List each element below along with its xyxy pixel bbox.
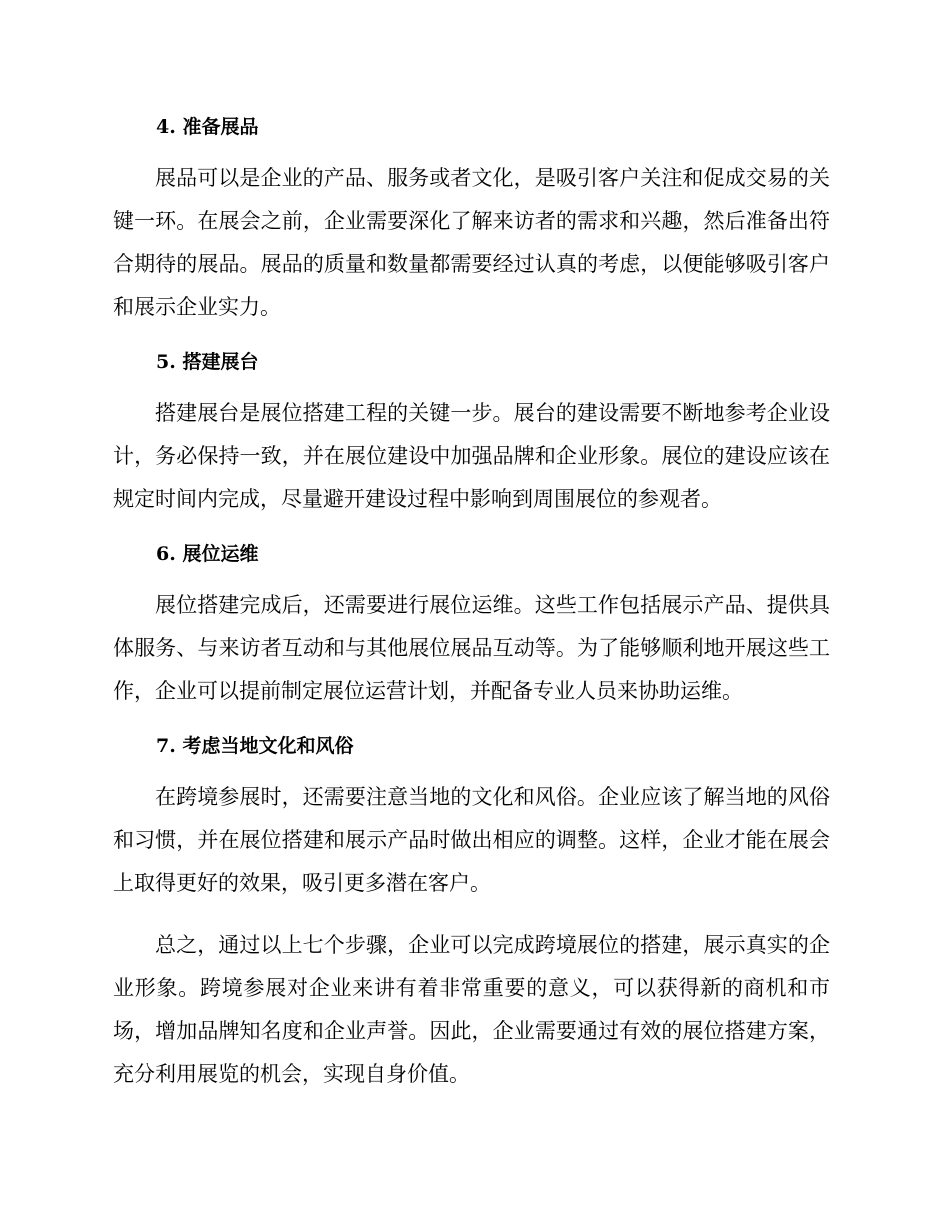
section-5-heading: 5. 搭建展台 [156,351,259,373]
section-4-body: 展品可以是企业的产品、服务或者文化，是吸引客户关注和促成交易的关键一环。在展会之前，企业需要深化了解来访者的需求和兴趣，然后准备出符合期待的展品。展品的质量和数量都需要经过认真的考虑，以便能够吸引客户和展示企业实力。 [113,166,830,319]
section-5-body: 搭建展台是展位搭建工程的关键一步。展台的建设需要不断地参考企业设计，务必保持一致，并在展位建设中加强品牌和企业形象。展位的建设应该在规定时间内完成，尽量避开建设过程中影响到周围展位的参观者。 [113,401,830,511]
section-6-body: 展位搭建完成后，还需要进行展位运维。这些工作包括展示产品、提供具体服务、与来访者互动和与其他展位展品互动等。为了能够顺利地开展这些工作，企业可以提前制定展位运营计划，并配备专业人员来协助运维。 [113,593,830,703]
section-7-body: 在跨境参展时，还需要注意当地的文化和风俗。企业应该了解当地的风俗和习惯，并在展位搭建和展示产品时做出相应的调整。这样，企业才能在展会上取得更好的效果，吸引更多潜在客户。 [113,785,830,895]
section-6-heading: 6. 展位运维 [156,543,259,565]
section-4-heading: 4. 准备展品 [156,116,259,138]
conclusion-paragraph: 总之，通过以上七个步骤，企业可以完成跨境展位的搭建，展示真实的企业形象。跨境参展对企业来讲有着非常重要的意义，可以获得新的商机和市场，增加品牌知名度和企业声誉。因此，企业需要通过有效的展位搭建方案，充分利用展览的机会，实现自身价值。 [113,933,830,1086]
section-7-heading: 7. 考虑当地文化和风俗 [156,735,354,757]
